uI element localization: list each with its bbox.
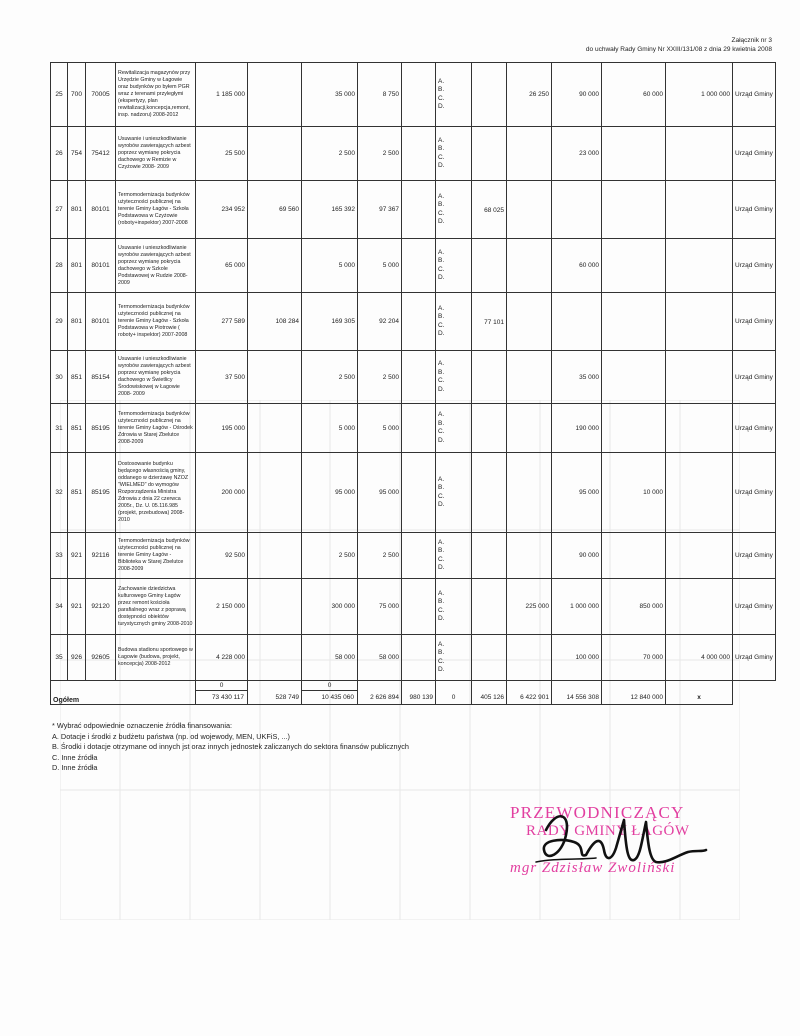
credits	[402, 635, 436, 681]
credits	[402, 293, 436, 351]
plan-2009	[552, 181, 602, 239]
expenses-before: 69 560	[248, 181, 302, 239]
funding-source-letter: A.	[438, 538, 445, 546]
footnote-a: A. Dotacje i środki z budżetu państwa (np. od wojewody, MEN, UKFiS, ...)	[52, 731, 290, 741]
funding-amount	[472, 239, 507, 293]
funding-source-letter: C.	[438, 209, 445, 217]
plan-2008: 2 500	[302, 127, 358, 181]
chapter-code: 92120	[86, 579, 116, 635]
funding-source-letter: A.	[438, 77, 445, 85]
plan-2009: 90 000	[552, 533, 602, 579]
section-code: 851	[68, 453, 86, 533]
plan-other	[507, 181, 552, 239]
funding-amount: 68 025	[472, 181, 507, 239]
chapter-code: 92116	[86, 533, 116, 579]
plan-2008: 5 000	[302, 239, 358, 293]
funding-sources	[436, 293, 472, 351]
plan-2009: 190 000	[552, 404, 602, 453]
funding-source-letter: B.	[438, 484, 445, 491]
funding-source-letter: D.	[438, 330, 445, 337]
funding-amount	[472, 63, 507, 127]
plan-2008: 2 500	[302, 351, 358, 404]
own-funds: 2 500	[358, 533, 402, 579]
plan-2010	[602, 239, 666, 293]
section-code: 851	[68, 404, 86, 453]
plan-2010	[602, 533, 666, 579]
funding-source-letter: D.	[438, 564, 445, 571]
row-number: 29	[51, 293, 68, 351]
row-number: 26	[51, 127, 68, 181]
stamp-council: RADY GMINY ŁAGÓW	[526, 823, 690, 839]
total-cost: 92 500	[196, 533, 248, 579]
plan-other	[507, 635, 552, 681]
summary-c2: 528 749	[248, 681, 302, 705]
expenses-before	[248, 127, 302, 181]
plan-2008: 165 392	[302, 181, 358, 239]
funding-amount	[472, 127, 507, 181]
own-funds: 2 500	[358, 351, 402, 404]
funding-source-letter: B.	[438, 368, 445, 376]
funding-amount: 77 101	[472, 293, 507, 351]
summary-c5: 405 126	[472, 681, 507, 705]
table-row	[51, 404, 776, 453]
summary-total	[196, 681, 248, 705]
plan-2011	[666, 351, 733, 404]
total-cost: 195 000	[196, 404, 248, 453]
handwritten-signature	[516, 800, 716, 890]
chapter-code: 92605	[86, 635, 116, 681]
summary-c4: 2 626 894	[358, 681, 402, 705]
plan-2008: 169 305	[302, 293, 358, 351]
chapter-code: 85195	[86, 453, 116, 533]
row-number: 35	[51, 635, 68, 681]
plan-other	[507, 533, 552, 579]
funding-source-letter: D.	[438, 385, 445, 393]
project-name: Dostosowanie budynku będącego własnością gminy, oddanego w dzierżawę NZOZ "WIELMED" do wymogów Rozporządzenia Ministra Zdrowia z dnia 22 czerwca 2005r., Dz. U. 05.116.985 (projekt, przebudowa) 2008-2010	[116, 453, 196, 533]
plan-2008: 58 000	[302, 635, 358, 681]
annex-header	[586, 36, 772, 54]
funding-source-letter: D.	[438, 501, 445, 508]
project-name: Termomodernizacja budynków użyteczności publicznej na terenie Gminy Łagów - Szkoła Podstawowa w Piotrowie ( roboty+ inspektor) 2007-2008	[116, 293, 196, 351]
plan-2011	[666, 533, 733, 579]
annex-number: Załącznik nr 3	[731, 37, 772, 44]
plan-other	[507, 453, 552, 533]
table-body	[51, 63, 776, 681]
summary-c3	[302, 681, 358, 705]
funding-source-letter: D.	[438, 218, 445, 225]
table-row	[51, 181, 776, 239]
table-row	[51, 63, 776, 127]
section-code: 754	[68, 127, 86, 181]
funding-source-letter: C.	[438, 606, 445, 614]
footnote-intro: * Wybrać odpowiednie oznaczenie źródła finansowania:	[52, 721, 233, 730]
expenses-before	[248, 351, 302, 404]
funding-sources	[436, 127, 472, 181]
plan-2010	[602, 181, 666, 239]
summary-label-cell	[51, 681, 196, 705]
funding-sources	[436, 635, 472, 681]
funding-source-letter: B.	[438, 649, 445, 656]
credits	[402, 351, 436, 404]
plan-2010	[602, 127, 666, 181]
plan-2011	[666, 404, 733, 453]
expenses-before	[248, 635, 302, 681]
own-funds: 58 000	[358, 635, 402, 681]
funding-source-letter: A.	[438, 192, 445, 200]
plan-other: 225 000	[507, 579, 552, 635]
table-row	[51, 453, 776, 533]
expenses-before	[248, 63, 302, 127]
summary-c3-value: 10 435 060	[321, 694, 354, 701]
funding-source-letter: D.	[438, 666, 445, 673]
funding-sources	[436, 404, 472, 453]
plan-2010: 70 000	[602, 635, 666, 681]
funding-source-letter: C.	[438, 657, 445, 665]
expenses-before	[248, 453, 302, 533]
funding-source-letter: A.	[438, 589, 445, 597]
plan-2008: 5 000	[302, 404, 358, 453]
project-name: Usuwanie i unieszkodliwianie wyrobów zawierających azbest poprzez wymianę pokrycia dachowego w Szkole Podstawowej w Rudzie 2008-2009	[116, 239, 196, 293]
funding-source-letter: B.	[438, 419, 445, 427]
chapter-code: 80101	[86, 181, 116, 239]
total-cost: 4 228 000	[196, 635, 248, 681]
plan-other	[507, 351, 552, 404]
funding-amount	[472, 533, 507, 579]
section-code: 851	[68, 351, 86, 404]
investment-table	[50, 62, 776, 705]
total-cost: 200 000	[196, 453, 248, 533]
funding-source-letter: A.	[438, 248, 445, 256]
funding-source-letter: C.	[438, 94, 445, 102]
row-number: 28	[51, 239, 68, 293]
own-funds: 5 000	[358, 239, 402, 293]
summary-row	[51, 681, 776, 705]
section-code: 801	[68, 239, 86, 293]
total-cost: 37 500	[196, 351, 248, 404]
plan-2010: 10 000	[602, 453, 666, 533]
plan-2011: 1 000 000	[666, 63, 733, 127]
summary-sources: 0	[436, 681, 472, 705]
funding-source-letter: C.	[438, 265, 445, 273]
plan-2009: 95 000	[552, 453, 602, 533]
plan-other	[507, 404, 552, 453]
row-number: 25	[51, 63, 68, 127]
total-cost: 277 589	[196, 293, 248, 351]
summary-c6: 6 422 901	[507, 681, 552, 705]
funding-sources	[436, 63, 472, 127]
summary-label: Ogółem	[53, 697, 80, 704]
plan-2011	[666, 293, 733, 351]
summary-total-value: 73 430 117	[211, 694, 244, 701]
project-name: Termomodernizacja budynków użyteczności publicznej na terenie Gminy Łagów - Biblioteka w Starej Zbelutce 2008-2009	[116, 533, 196, 579]
total-cost: 234 952	[196, 181, 248, 239]
funding-source-letter: B.	[438, 313, 445, 320]
plan-other: 26 250	[507, 63, 552, 127]
credits	[402, 181, 436, 239]
funding-source-letter: B.	[438, 547, 445, 554]
funding-sources	[436, 351, 472, 404]
summary-zero-1: 0	[196, 681, 248, 691]
chapter-code: 75412	[86, 127, 116, 181]
funding-source-letter: A.	[438, 136, 445, 144]
plan-other	[507, 127, 552, 181]
row-number: 33	[51, 533, 68, 579]
credits	[402, 579, 436, 635]
summary-zero-2: 0	[302, 681, 358, 691]
expenses-before	[248, 404, 302, 453]
responsible-unit: Urząd Gminy	[733, 579, 776, 635]
own-funds: 5 000	[358, 404, 402, 453]
funding-source-letter: B.	[438, 145, 445, 152]
stamp-name: mgr Zdzisław Zwoliński	[510, 860, 676, 876]
responsible-unit: Urząd Gminy	[733, 533, 776, 579]
project-name: Termomodernizacja budynków użyteczności publicznej na terenie Gminy Łagów - Ośrodek Zdrowia w Starej Zbelutce 2008-2009	[116, 404, 196, 453]
funding-source-letter: C.	[438, 428, 445, 435]
plan-2011	[666, 127, 733, 181]
footnotes	[52, 721, 409, 774]
funding-amount	[472, 453, 507, 533]
chapter-code: 85195	[86, 404, 116, 453]
funding-source-letter: C.	[438, 555, 445, 563]
funding-amount	[472, 635, 507, 681]
expenses-before	[248, 579, 302, 635]
funding-amount	[472, 351, 507, 404]
plan-2011	[666, 181, 733, 239]
resolution-reference: do uchwały Rady Gminy Nr XXIII/131/08 z dnia 29 kwietnia 2008	[585, 46, 772, 53]
funding-source-letter: C.	[438, 321, 445, 329]
summary-unit: x	[666, 681, 733, 705]
table-row	[51, 239, 776, 293]
chapter-code: 85154	[86, 351, 116, 404]
funding-source-letter: C.	[438, 492, 445, 500]
credits	[402, 127, 436, 181]
responsible-unit: Urząd Gminy	[733, 351, 776, 404]
credits	[402, 404, 436, 453]
plan-2010: 60 000	[602, 63, 666, 127]
plan-2010: 850 000	[602, 579, 666, 635]
plan-2010	[602, 351, 666, 404]
funding-source-letter: D.	[438, 615, 445, 622]
section-code: 921	[68, 579, 86, 635]
funding-source-letter: A.	[438, 304, 445, 312]
plan-2010	[602, 404, 666, 453]
table-row	[51, 635, 776, 681]
plan-2009: 60 000	[552, 239, 602, 293]
plan-2008: 35 000	[302, 63, 358, 127]
plan-2008: 300 000	[302, 579, 358, 635]
funding-source-letter: B.	[438, 86, 445, 93]
credits	[402, 63, 436, 127]
table-row	[51, 533, 776, 579]
plan-other	[507, 239, 552, 293]
funding-amount	[472, 404, 507, 453]
summary-c4b: 980 139	[402, 681, 436, 705]
expenses-before: 108 284	[248, 293, 302, 351]
funding-sources	[436, 181, 472, 239]
plan-other	[507, 293, 552, 351]
project-name: Usuwanie i unieszkodliwianie wyrobów zawierających azbest poprzez wymianę pokrycia dachowego w Świetlicy Środowiskowej w Łagowie 2008- 2009	[116, 351, 196, 404]
funding-source-letter: D.	[438, 436, 445, 444]
responsible-unit: Urząd Gminy	[733, 181, 776, 239]
plan-2009: 100 000	[552, 635, 602, 681]
responsible-unit: Urząd Gminy	[733, 404, 776, 453]
own-funds: 8 750	[358, 63, 402, 127]
stamp-title: PRZEWODNICZĄCY	[510, 803, 685, 822]
plan-2009: 90 000	[552, 63, 602, 127]
footnote-d: D. Inne źródła	[52, 763, 98, 772]
own-funds: 2 500	[358, 127, 402, 181]
funding-amount	[472, 579, 507, 635]
own-funds: 97 367	[358, 181, 402, 239]
funding-source-letter: B.	[438, 257, 445, 264]
plan-2011	[666, 239, 733, 293]
project-name: Rewitalizacja magazynów przy Urzędzie Gminy w Łagowie oraz budynków po byłem PGR wraz z terenami przyległymi (ekspertyzy, plan rewitalizacji,koncepcja,remont, insp. nadzoru) 2008-2012	[116, 63, 196, 127]
responsible-unit: Urząd Gminy	[733, 63, 776, 127]
own-funds: 75 000	[358, 579, 402, 635]
row-number: 31	[51, 404, 68, 453]
plan-2009	[552, 293, 602, 351]
total-cost: 25 500	[196, 127, 248, 181]
credits	[402, 453, 436, 533]
project-name: Budowa stadionu sportowego w Łagowie (budowa, projekt, koncepcja) 2008-2012	[116, 635, 196, 681]
responsible-unit: Urząd Gminy	[733, 239, 776, 293]
funding-source-letter: D.	[438, 103, 445, 110]
credits	[402, 239, 436, 293]
project-name: Termomodernizacja budynków użyteczności publicznej na terenie Gminy Łagów - Szkoła Podstawowa w Czyżowie (roboty+inspektor) 2007-2008	[116, 181, 196, 239]
plan-2011	[666, 453, 733, 533]
funding-source-letter: B.	[438, 598, 445, 605]
own-funds: 95 000	[358, 453, 402, 533]
summary-body	[51, 681, 776, 705]
footnote-c: C. Inne źródła	[52, 752, 98, 762]
table-row	[51, 351, 776, 404]
funding-sources	[436, 579, 472, 635]
funding-source-letter: D.	[438, 162, 445, 169]
plan-2008: 2 500	[302, 533, 358, 579]
funding-source-letter: C.	[438, 153, 445, 161]
plan-2010	[602, 293, 666, 351]
funding-source-letter: A.	[438, 475, 445, 483]
summary-c8: 12 840 000	[602, 681, 666, 705]
row-number: 32	[51, 453, 68, 533]
responsible-unit: Urząd Gminy	[733, 127, 776, 181]
table-row	[51, 127, 776, 181]
funding-source-letter: A.	[438, 411, 445, 418]
project-name: Usuwanie i unieszkodliwianie wyrobów zawierających azbest poprzez wymianę pokrycia dachowego w Remizie w Czyżowie 2008- 2009	[116, 127, 196, 181]
expenses-before	[248, 239, 302, 293]
section-code: 921	[68, 533, 86, 579]
section-code: 700	[68, 63, 86, 127]
funding-source-letter: D.	[438, 274, 445, 281]
funding-sources	[436, 453, 472, 533]
section-code: 926	[68, 635, 86, 681]
section-code: 801	[68, 293, 86, 351]
responsible-unit: Urząd Gminy	[733, 635, 776, 681]
funding-source-letter: A.	[438, 360, 445, 367]
footnote-b: B. Środki i dotacje otrzymane od innych jst oraz innych jednostek zaliczanych do sektora finansów publicznych	[52, 742, 409, 751]
row-number: 34	[51, 579, 68, 635]
total-cost: 2 150 000	[196, 579, 248, 635]
total-cost: 65 000	[196, 239, 248, 293]
section-code: 801	[68, 181, 86, 239]
project-name: Zachowanie dziedzictwa kulturowego Gminy Łagów przez remont kościoła parafialnego wraz z poprawą dostępności obiektów turystycznych gminy 2008-2010	[116, 579, 196, 635]
funding-sources	[436, 239, 472, 293]
funding-source-letter: B.	[438, 201, 445, 208]
plan-2011: 4 000 000	[666, 635, 733, 681]
row-number: 30	[51, 351, 68, 404]
summary-c7: 14 556 308	[552, 681, 602, 705]
funding-source-letter: C.	[438, 377, 445, 384]
table-row	[51, 293, 776, 351]
funding-sources	[436, 533, 472, 579]
credits	[402, 533, 436, 579]
own-funds: 92 204	[358, 293, 402, 351]
plan-2009: 23 000	[552, 127, 602, 181]
expenses-before	[248, 533, 302, 579]
chapter-code: 80101	[86, 293, 116, 351]
plan-2009: 1 000 000	[552, 579, 602, 635]
funding-source-letter: A.	[438, 640, 445, 648]
total-cost: 1 185 000	[196, 63, 248, 127]
plan-2011	[666, 579, 733, 635]
responsible-unit: Urząd Gminy	[733, 453, 776, 533]
chapter-code: 70005	[86, 63, 116, 127]
row-number: 27	[51, 181, 68, 239]
plan-2008: 95 000	[302, 453, 358, 533]
responsible-unit: Urząd Gminy	[733, 293, 776, 351]
plan-2009: 35 000	[552, 351, 602, 404]
table-row	[51, 579, 776, 635]
chapter-code: 80101	[86, 239, 116, 293]
